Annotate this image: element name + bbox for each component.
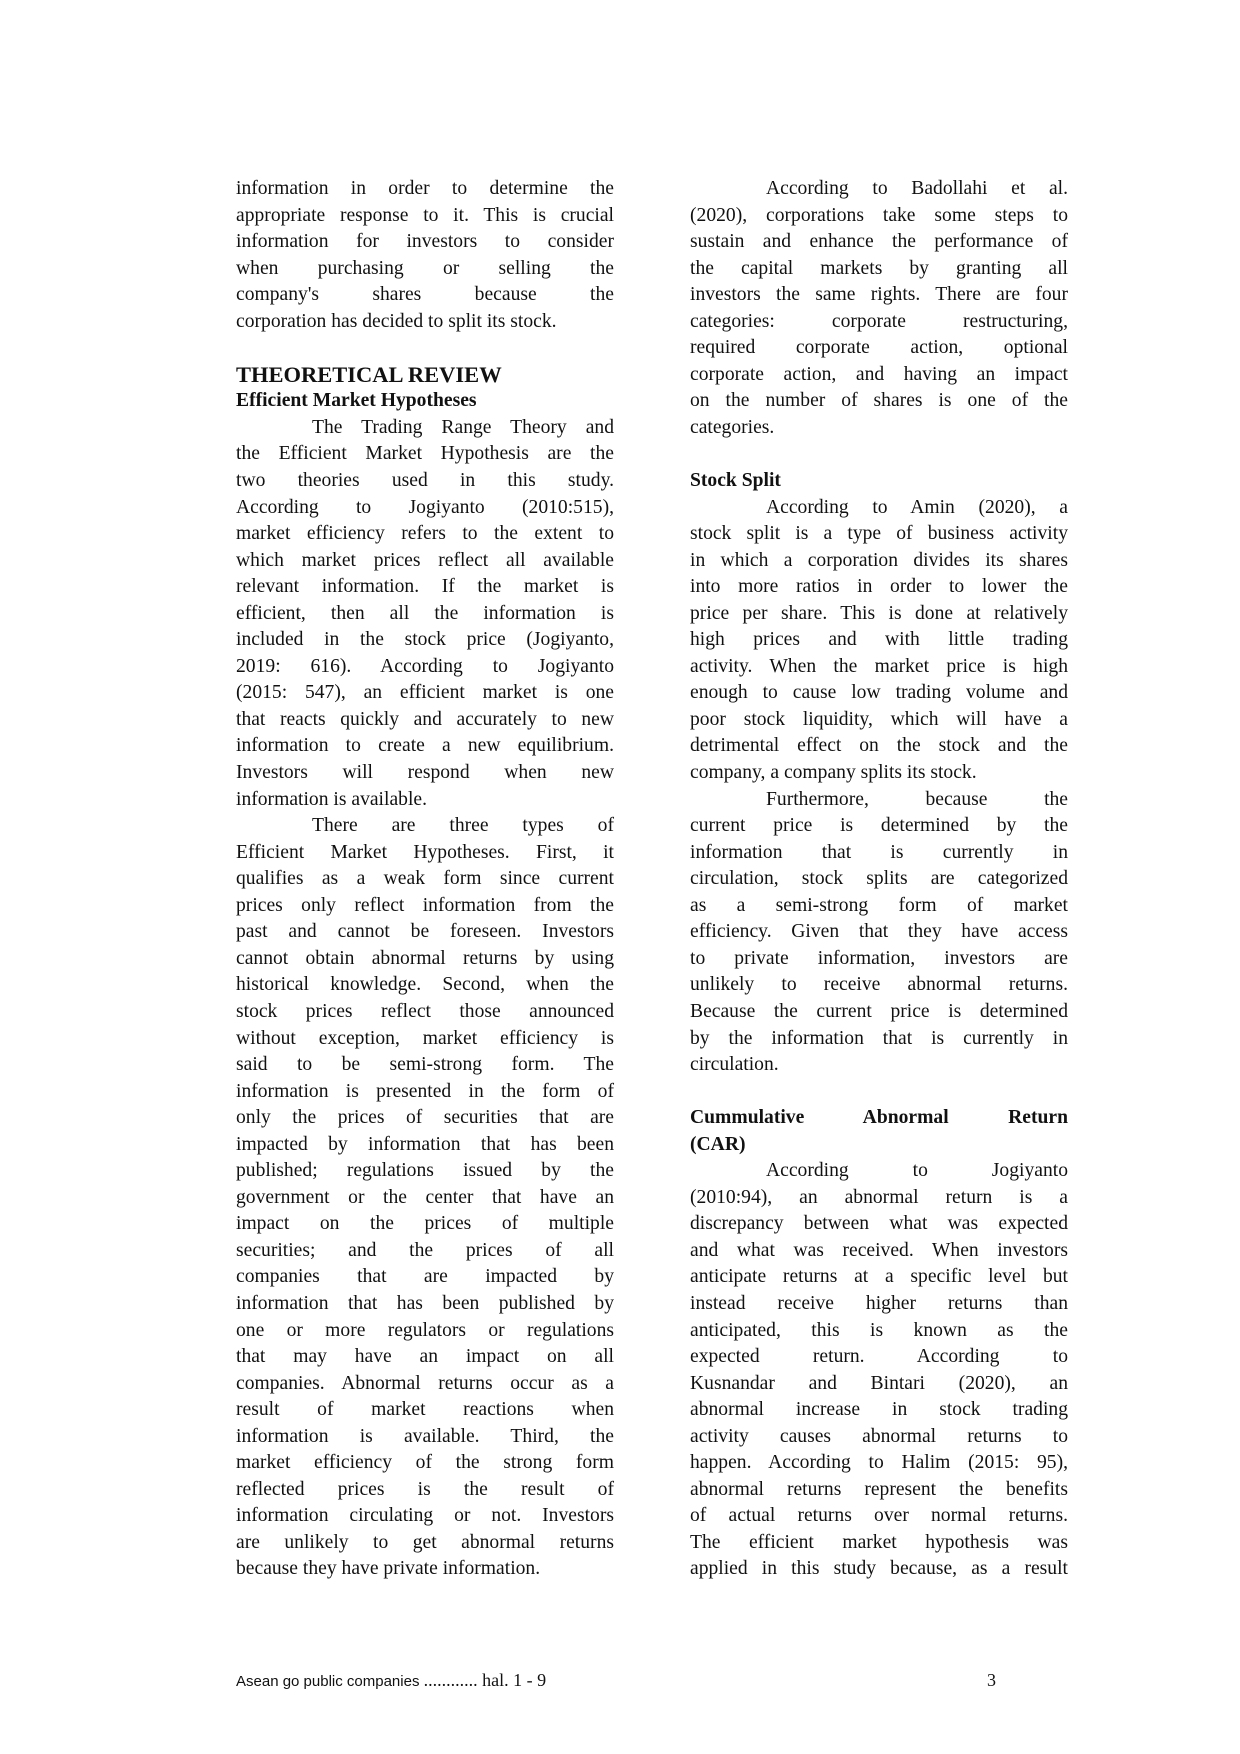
text-line: market efficiency refers to the extent to xyxy=(236,523,614,545)
text-line: current price is determined by the xyxy=(690,815,1068,837)
text-line: According to Amin (2020), a xyxy=(766,496,1068,518)
text-line: The Trading Range Theory and xyxy=(312,416,614,438)
text-line: Kusnandar and Bintari (2020), an xyxy=(690,1372,1068,1394)
text-line: qualifies as a weak form since current xyxy=(236,868,614,890)
paragraph xyxy=(690,176,1068,441)
text-line: the capital markets by granting all xyxy=(690,257,1068,279)
subsection-heading: Stock Split xyxy=(690,470,781,492)
text-line: reflected prices is the result of xyxy=(236,1478,614,1500)
text-line: applied in this study because, as a result xyxy=(690,1558,1068,1580)
text-line: enough to cause low trading volume and xyxy=(690,682,1068,704)
text-line: the Efficient Market Hypothesis are the xyxy=(236,443,614,465)
text-line: which market prices reflect all available xyxy=(236,549,614,571)
text-line: The efficient market hypothesis was xyxy=(690,1531,1068,1553)
text-line: investors the same rights. There are four xyxy=(690,284,1068,306)
text-line: said to be semi-strong form. The xyxy=(236,1054,614,1076)
text-line: information circulating or not. Investors xyxy=(236,1505,614,1527)
text-line: high prices and with little trading xyxy=(690,629,1068,651)
text-line: government or the center that have an xyxy=(236,1186,614,1208)
text-line: stock prices reflect those announced xyxy=(236,1000,614,1022)
spacer xyxy=(236,335,614,362)
text-line: information is available. Third, the xyxy=(236,1425,614,1447)
text-line: poor stock liquidity, which will have a xyxy=(690,708,1068,730)
text-line: company, a company splits its stock. xyxy=(690,762,977,784)
text-line: information is presented in the form of xyxy=(236,1080,614,1102)
text-line: impact on the prices of multiple xyxy=(236,1213,614,1235)
text-line: activity causes abnormal returns to xyxy=(690,1425,1068,1447)
text-line: categories: corporate restructuring, xyxy=(690,310,1068,332)
text-line: in which a corporation divides its shares xyxy=(690,549,1068,571)
text-line: discrepancy between what was expected xyxy=(690,1213,1068,1235)
text-line: According to Jogiyanto xyxy=(766,1160,1068,1182)
text-line: and what was received. When investors xyxy=(690,1239,1068,1261)
text-line: without exception, market efficiency is xyxy=(236,1027,614,1049)
footer-journal: Asean go public companies xyxy=(236,1673,424,1690)
text-line: by the information that is currently in xyxy=(690,1027,1068,1049)
text-line: published; regulations issued by the xyxy=(236,1160,614,1182)
text-line: that may have an impact on all xyxy=(236,1346,614,1368)
text-line: Because the current price is determined xyxy=(690,1000,1068,1022)
paragraph xyxy=(690,495,1068,787)
text-line: company's shares because the xyxy=(236,284,614,306)
text-line: information that has been published by xyxy=(236,1292,614,1314)
paragraph xyxy=(690,787,1068,1079)
text-line: information that is currently in xyxy=(690,841,1068,863)
paragraph xyxy=(236,415,614,813)
text-line: Investors will respond when new xyxy=(236,762,614,784)
text-line: to private information, investors are xyxy=(690,947,1068,969)
text-line: Furthermore, because the xyxy=(766,788,1068,810)
text-line: anticipate returns at a specific level but xyxy=(690,1266,1068,1288)
text-line: stock split is a type of business activity xyxy=(690,523,1068,545)
text-line: abnormal increase in stock trading xyxy=(690,1399,1068,1421)
text-line: information in order to determine the xyxy=(236,178,614,199)
subsection-heading: (CAR) xyxy=(690,1133,746,1155)
text-line: circulation, stock splits are categorized xyxy=(690,868,1068,890)
text-line: 2019: 616). According to Jogiyanto xyxy=(236,655,614,677)
right-column xyxy=(690,176,1068,1583)
text-line: corporation has decided to split its stock. xyxy=(236,310,557,332)
text-line: (2020), corporations take some steps to xyxy=(690,204,1068,226)
text-line: because they have private information. xyxy=(236,1558,541,1580)
text-line: information is available. xyxy=(236,788,427,810)
text-line: relevant information. If the market is xyxy=(236,576,614,598)
text-line: on the number of shares is one of the xyxy=(690,390,1068,412)
text-line: one or more regulators or regulations xyxy=(236,1319,614,1341)
text-line: only the prices of securities that are xyxy=(236,1107,614,1129)
text-line: (2010:94), an abnormal return is a xyxy=(690,1186,1068,1208)
text-line: companies that are impacted by xyxy=(236,1266,614,1288)
text-line: historical knowledge. Second, when the xyxy=(236,974,614,996)
subsection-heading: Cummulative Abnormal Return xyxy=(690,1107,1068,1129)
text-line: appropriate response to it. This is crucial xyxy=(236,204,614,226)
text-line: detrimental effect on the stock and the xyxy=(690,735,1068,757)
text-line: included in the stock price (Jogiyanto, xyxy=(236,629,614,651)
text-line: information for investors to consider xyxy=(236,231,614,253)
text-line: expected return. According to xyxy=(690,1346,1068,1368)
footer-pages: ............ hal. 1 - 9 xyxy=(423,1670,547,1690)
text-line: past and cannot be foreseen. Investors xyxy=(236,921,614,943)
text-line: (2015: 547), an efficient market is one xyxy=(236,682,614,704)
text-line: information to create a new equilibrium. xyxy=(236,735,614,757)
text-line: abnormal returns represent the benefits xyxy=(690,1478,1068,1500)
text-line: cannot obtain abnormal returns by using xyxy=(236,947,614,969)
text-line: activity. When the market price is high xyxy=(690,655,1068,677)
text-line: anticipated, this is known as the xyxy=(690,1319,1068,1341)
text-line: happen. According to Halim (2015: 95), xyxy=(690,1452,1068,1474)
text-line: categories. xyxy=(690,416,775,438)
text-line: unlikely to receive abnormal returns. xyxy=(690,974,1068,996)
text-line: that reacts quickly and accurately to new xyxy=(236,708,614,730)
paragraph xyxy=(236,813,614,1583)
text-line: instead receive higher returns than xyxy=(690,1292,1068,1314)
text-line: securities; and the prices of all xyxy=(236,1239,614,1261)
subsection-heading: Efficient Market Hypotheses xyxy=(236,390,477,412)
text-line: efficient, then all the information is xyxy=(236,602,614,624)
text-line: two theories used in this study. xyxy=(236,470,614,492)
text-line: market efficiency of the strong form xyxy=(236,1452,614,1474)
paragraph xyxy=(690,1158,1068,1583)
text-line: as a semi-strong form of market xyxy=(690,894,1068,916)
text-line: prices only reflect information from the xyxy=(236,894,614,916)
text-line: According to Jogiyanto (2010:515), xyxy=(236,496,614,518)
text-line: corporate action, and having an impact xyxy=(690,363,1068,385)
text-line: sustain and enhance the performance of xyxy=(690,231,1068,253)
text-line: Efficient Market Hypotheses. First, it xyxy=(236,841,614,863)
paragraph xyxy=(236,176,614,335)
text-line: required corporate action, optional xyxy=(690,337,1068,359)
spacer xyxy=(690,441,1068,468)
page-number: 3 xyxy=(987,1670,996,1690)
text-line: circulation. xyxy=(690,1054,779,1076)
text-line: when purchasing or selling the xyxy=(236,257,614,279)
text-line: of actual returns over normal returns. xyxy=(690,1505,1068,1527)
text-line: companies. Abnormal returns occur as a xyxy=(236,1372,614,1394)
left-column xyxy=(236,176,614,1583)
text-line: result of market reactions when xyxy=(236,1399,614,1421)
text-line: are unlikely to get abnormal returns xyxy=(236,1531,614,1553)
text-line: efficiency. Given that they have access xyxy=(690,921,1068,943)
section-heading: THEORETICAL REVIEW xyxy=(236,361,502,387)
spacer xyxy=(690,1079,1068,1106)
text-line: impacted by information that has been xyxy=(236,1133,614,1155)
text-line: According to Badollahi et al. xyxy=(766,178,1068,199)
text-line: There are three types of xyxy=(312,815,614,837)
page-footer xyxy=(236,1670,996,1692)
text-line: price per share. This is done at relatively xyxy=(690,602,1068,624)
text-line: into more ratios in order to lower the xyxy=(690,576,1068,598)
